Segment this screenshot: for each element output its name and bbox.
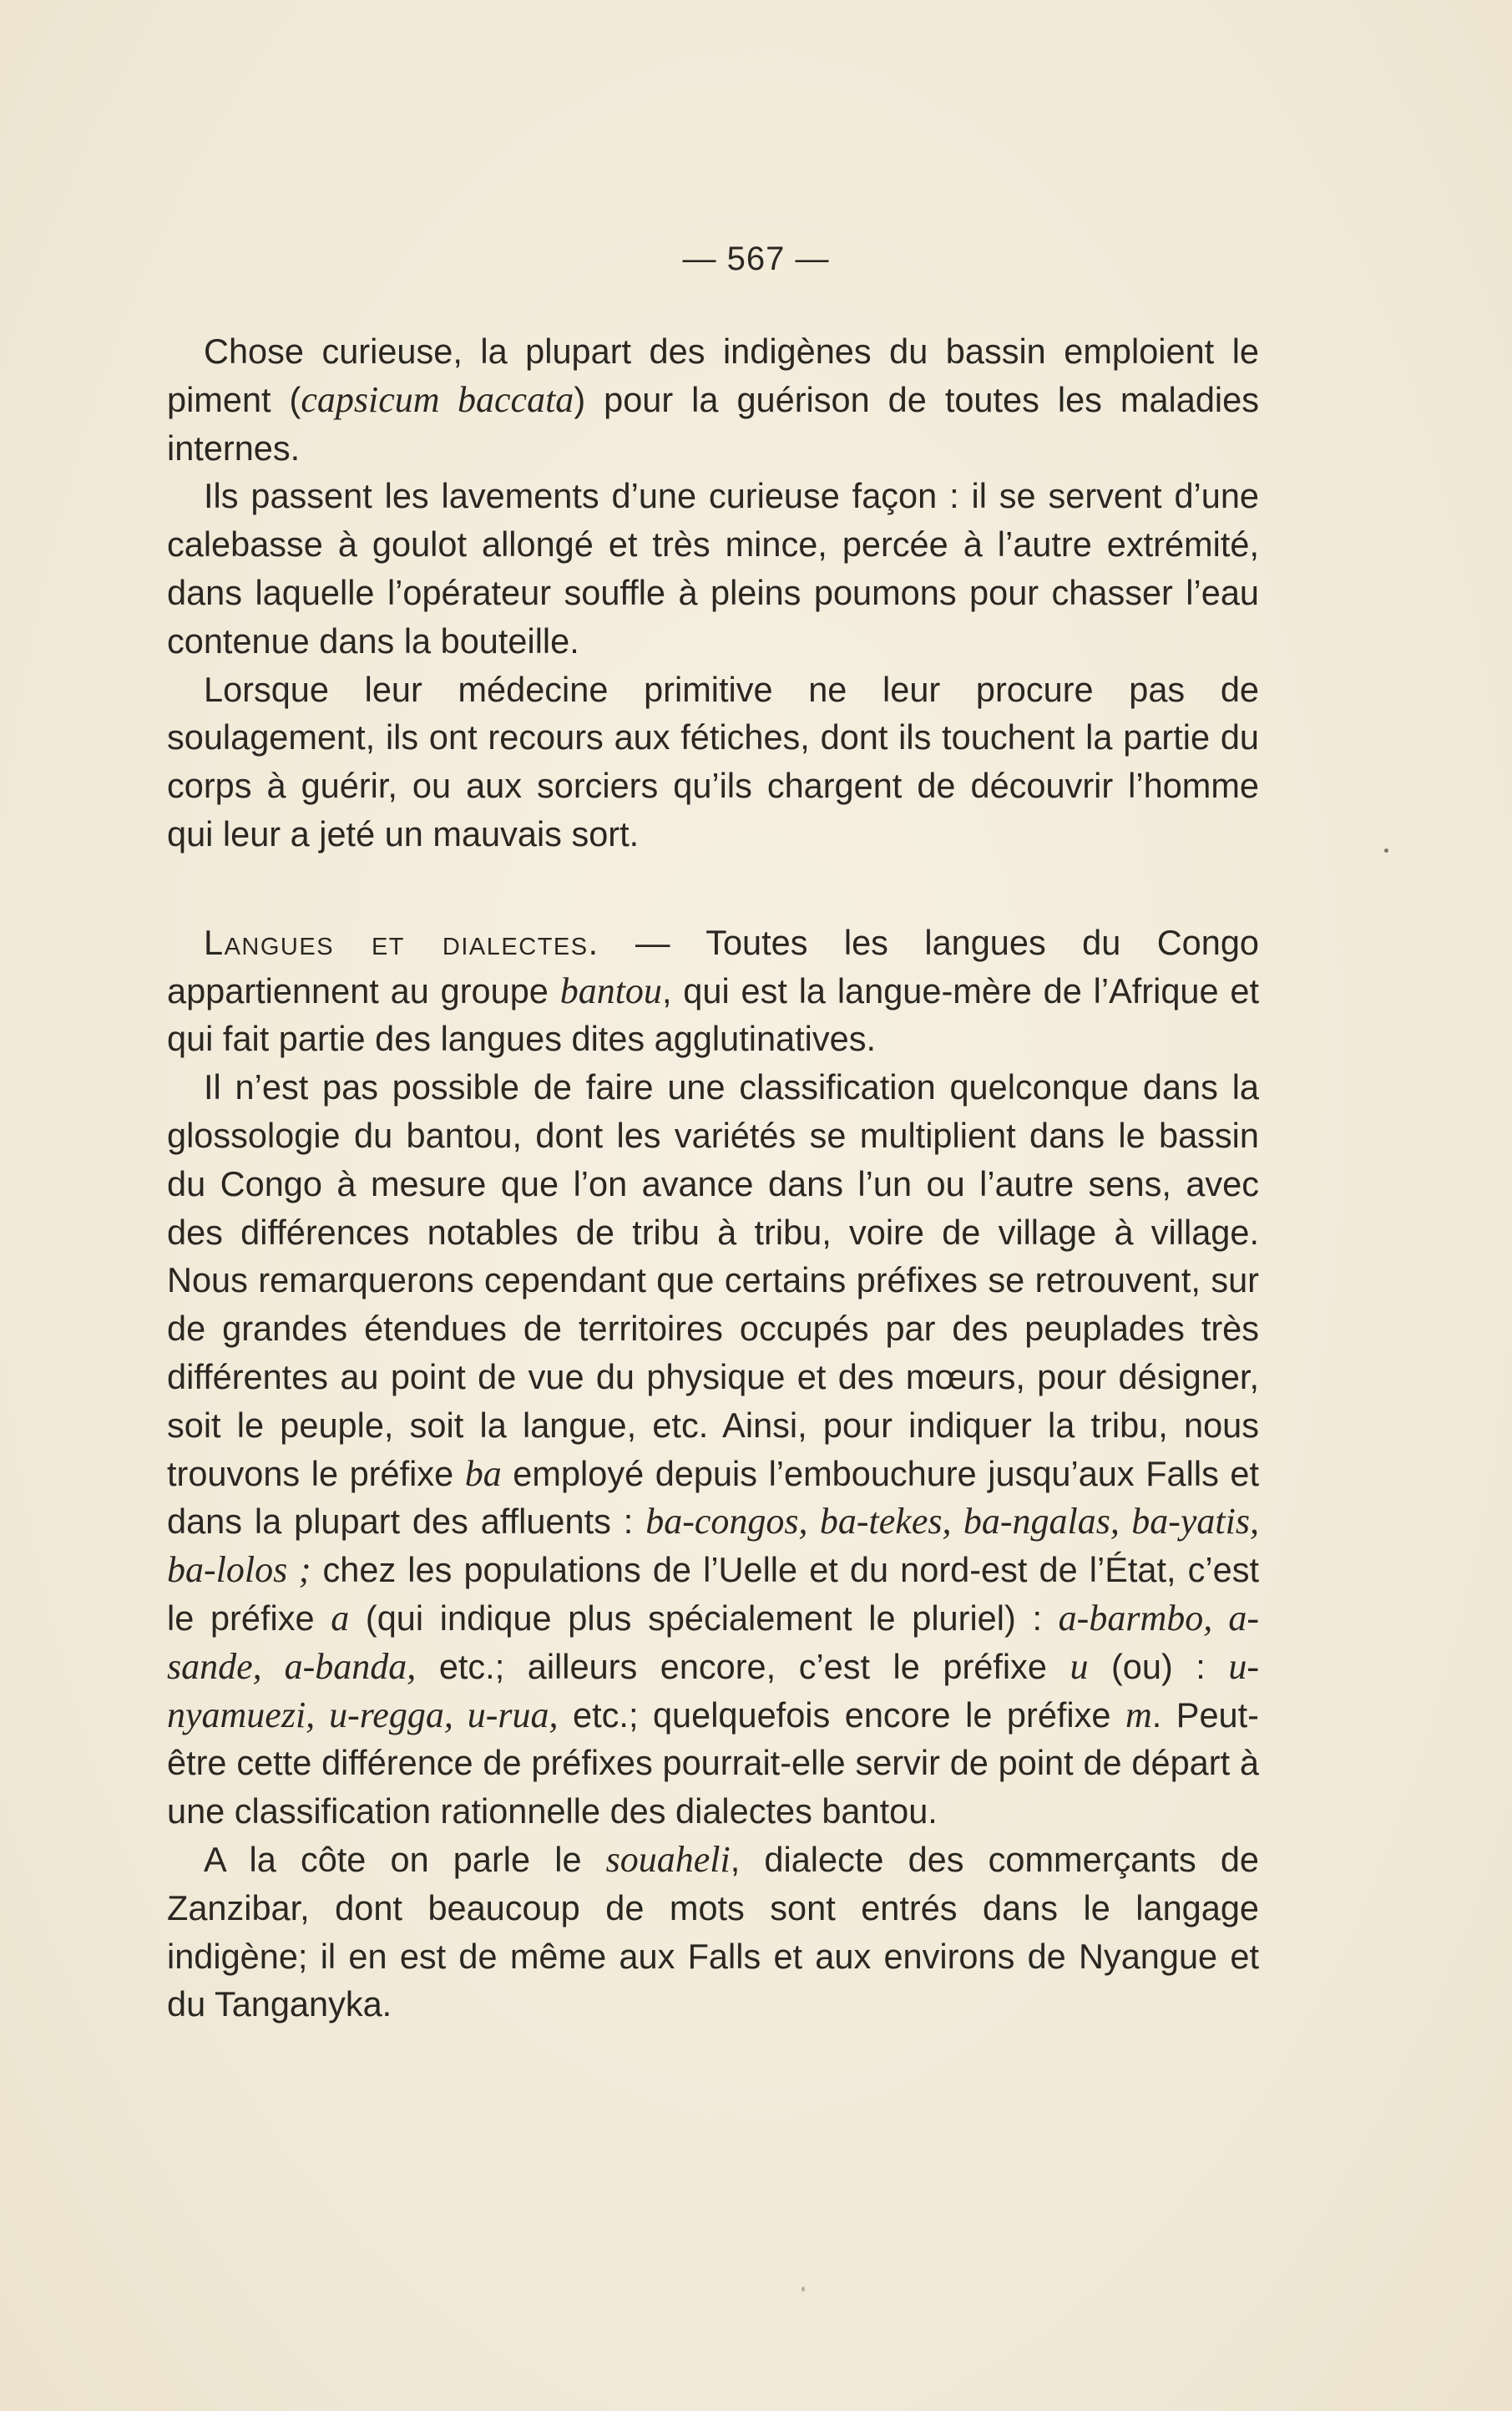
body-text xyxy=(167,327,1259,2029)
section-heading: Langues et dialectes. xyxy=(204,922,599,962)
paragraph-piment: Chose curieuse, la plupart des indigènes du bassin emploient le piment (capsicum baccata) pour la guérison de toutes les maladies internes. xyxy=(167,332,1259,468)
paper-speck xyxy=(1384,848,1388,853)
paragraph-classification: Il n’est pas possible de faire une classification quelconque dans la glossologie du bantou, dont les variétés se multiplient dans le bassin du Congo à mesure que l’on avance dans l’un ou l’autre sens, avec des différences notables de tribu à tribu, voire de village à village. Nous remarquerons cependant que certains préfixes se retrouvent, sur de grandes étendues de territoires occupés par des peuplades très différentes au point de vue du physique et des mœurs, pour désigner, soit le peuple, soit la langue, etc. Ainsi, pour indiquer la tribu, nous trouvons le préfixe ba employé depuis l’embouchure jusqu’aux Falls et dans la plupart des affluents : ba-congos, ba-tekes, ba-ngalas, ba-yatis, ba-lolos ; chez les populations de l’Uelle et du nord-est de l’État, c’est le préfixe a (qui indique plus spécialement le pluriel) : a-barmbo, a-sande, a-banda, etc.; ailleurs encore, c’est le préfixe u (ou) : u-nyamuezi, u-regga, u-rua, etc.; quelquefois encore le préfixe m. Peut-être cette différence de préfixes pourrait-elle servir de point de départ à une classification rationnelle des dialectes bantou. xyxy=(167,1067,1260,1831)
section-spacer xyxy=(167,859,1259,919)
paragraph-fetiches: Lorsque leur médecine primitive ne leur procure pas de soulagement, ils ont recours aux fétiches, dont ils touchent la partie du corps à guérir, ou aux sorciers qu’ils chargent de découvrir l’homme qui leur a jeté un mauvais sort. xyxy=(167,669,1259,853)
paragraph-langues: Langues et dialectes. — Toutes les langues du Congo appartiennent au groupe bantou, qui est la langue-mère de l’Afrique et qui fait partie des langues dites agglutinatives. xyxy=(167,922,1260,1059)
paragraph-souaheli: A la côte on parle le souaheli, dialecte des commerçants de Zanzibar, dont beaucoup de mots sont entrés dans le langage indigène; il en est de même aux Falls et aux environs de Nyangue et du Tanganyka. xyxy=(167,1838,1259,2024)
page-number: — 567 — xyxy=(682,241,830,277)
paper-speck xyxy=(802,2287,805,2292)
paragraph-lavements: Ils passent les lavements d’une curieuse façon : il se servent d’une calebasse à goulot allongé et très mince, percée à l’autre extrémité, dans laquelle l’opérateur souffle à pleins poumons pour chasser l’eau contenue dans la bouteille. xyxy=(167,476,1259,661)
